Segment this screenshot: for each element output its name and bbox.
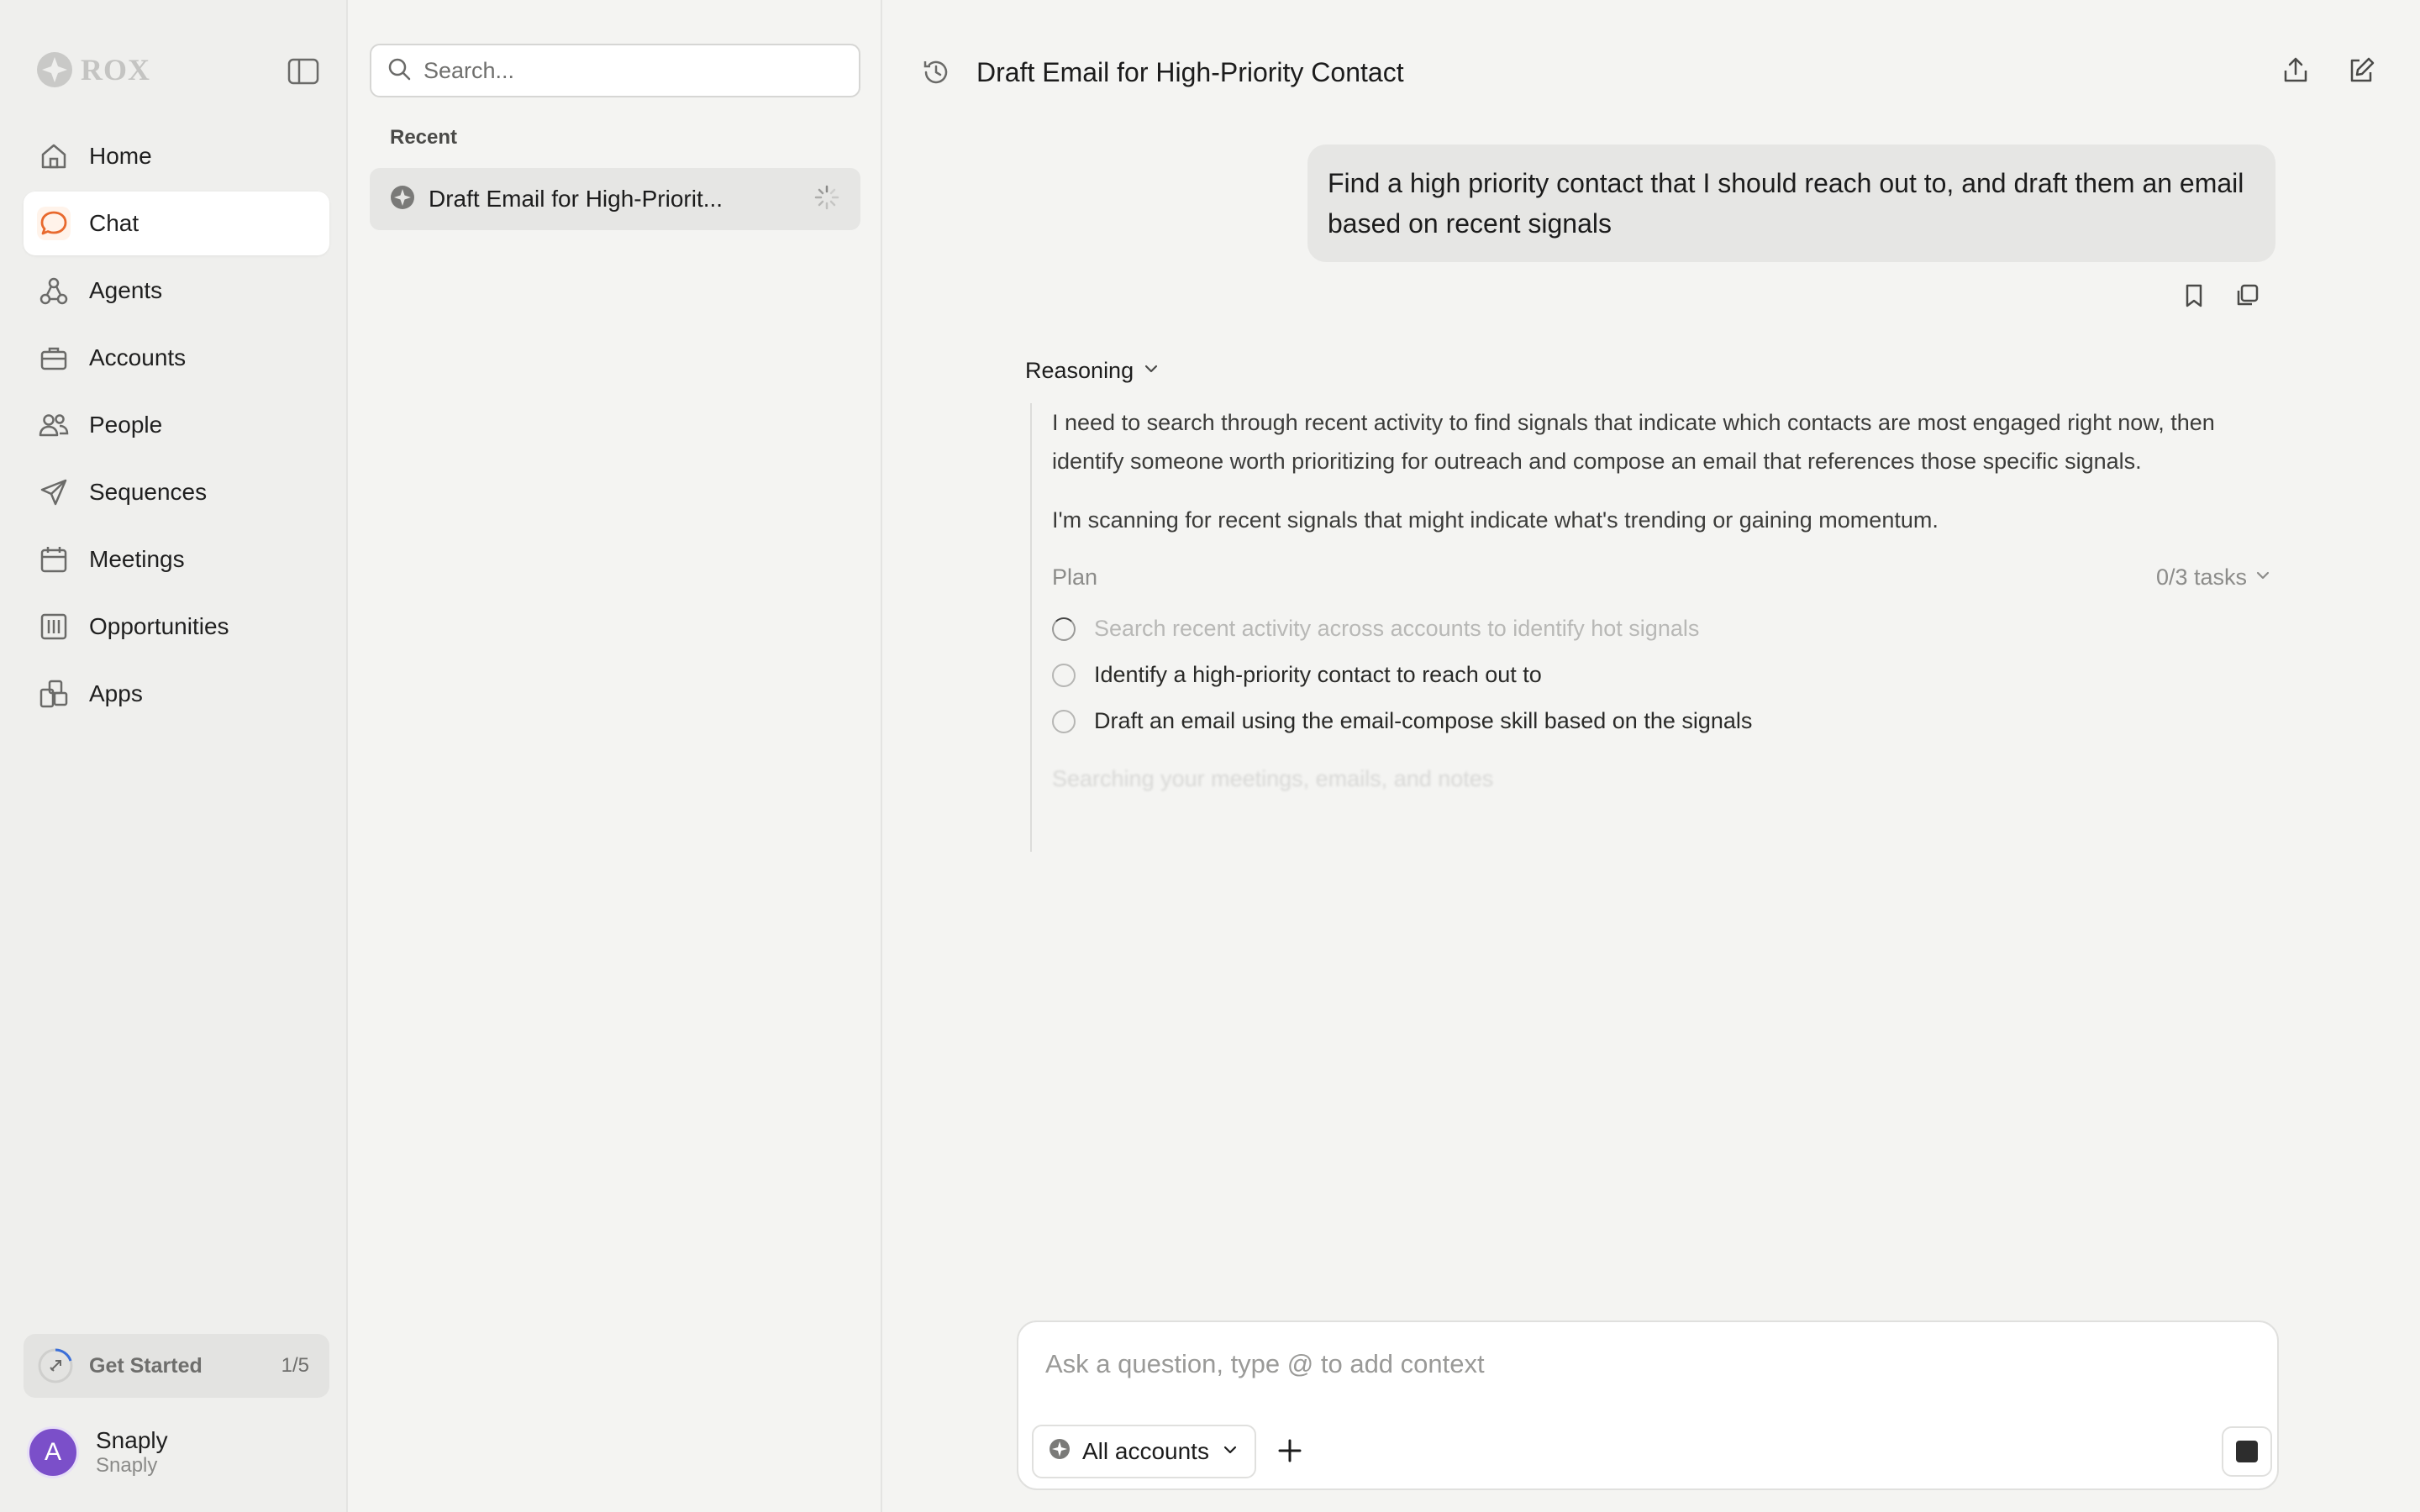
message-composer	[1017, 1320, 2279, 1490]
new-chat-compose-icon[interactable]	[2346, 55, 2376, 90]
nav-item-accounts[interactable]	[24, 326, 329, 390]
columns-icon	[37, 610, 71, 643]
avatar: A	[27, 1426, 79, 1478]
bookmark-icon[interactable]	[2181, 282, 2207, 313]
user-profile[interactable]	[27, 1426, 168, 1478]
nav-item-sequences[interactable]	[24, 460, 329, 524]
task-label: Draft an email using the email-compose skill based on the signals	[1094, 708, 1753, 733]
account-scope-label: All accounts	[1082, 1438, 1209, 1464]
loading-spinner-icon	[813, 184, 840, 215]
reasoning-paragraph: I need to search through recent activity to find signals that indicate which contacts are most engaged right now, then identify someone worth prioritizing for outreach and compose an email that references those specific signals.	[1052, 410, 2215, 474]
nav-label: Apps	[89, 680, 143, 706]
nav-item-home[interactable]	[24, 124, 329, 188]
task-status-spinner-icon	[1052, 617, 1076, 641]
share-icon[interactable]	[2281, 55, 2311, 90]
nav-label: Opportunities	[89, 613, 229, 639]
chat-list-pane	[348, 0, 882, 1512]
home-icon	[37, 139, 71, 173]
nav-item-meetings[interactable]	[24, 528, 329, 591]
reasoning-panel	[1030, 403, 2307, 852]
rox-scope-icon	[1049, 1438, 1071, 1466]
reasoning-label: Reasoning	[1025, 358, 1134, 383]
message-input[interactable]	[1045, 1349, 2238, 1391]
nav-label: Agents	[89, 277, 163, 303]
get-started-button[interactable]	[24, 1334, 329, 1398]
add-context-plus-icon[interactable]	[1276, 1436, 1304, 1469]
nav-label: Accounts	[89, 344, 187, 370]
get-started-count: 1/5	[281, 1354, 309, 1377]
apps-icon	[37, 677, 71, 711]
sidebar	[0, 0, 348, 1512]
user-org: Snaply	[96, 1454, 158, 1477]
plan-task	[1052, 616, 2307, 642]
rocket-progress-icon	[37, 1347, 74, 1384]
nav-item-apps[interactable]	[24, 662, 329, 726]
task-status-circle-icon	[1052, 664, 1076, 687]
people-icon	[37, 408, 71, 442]
recent-heading: Recent	[390, 126, 458, 149]
plan-task-count[interactable]	[2156, 564, 2272, 591]
status-text: Searching your meetings, emails, and notes	[1052, 766, 1494, 791]
stop-generation-button[interactable]	[2222, 1426, 2272, 1477]
nav-label: People	[89, 412, 163, 438]
nav-item-agents[interactable]	[24, 259, 329, 323]
brand-name: ROX	[81, 53, 150, 87]
user-message-bubble: Find a high priority contact that I should reach out to, and draft them an email based on recent signals	[1307, 144, 2275, 262]
brand-logo[interactable]	[37, 52, 150, 87]
search-box[interactable]	[370, 44, 860, 97]
rox-logo-icon	[37, 52, 72, 87]
paper-plane-icon	[37, 475, 71, 509]
task-label: Search recent activity across accounts to identify hot signals	[1094, 616, 1700, 641]
chat-bubble-icon	[37, 207, 71, 240]
search-input[interactable]	[424, 58, 827, 84]
page-title: Draft Email for High-Priority Contact	[976, 57, 1404, 87]
chevron-down-icon	[1142, 358, 1160, 384]
calendar-icon	[37, 543, 71, 576]
nav-label: Meetings	[89, 546, 185, 572]
task-status-circle-icon	[1052, 710, 1076, 733]
plan-task-list	[1052, 616, 2307, 734]
chevron-down-icon	[2254, 564, 2272, 591]
search-icon	[387, 56, 412, 86]
reasoning-toggle[interactable]	[1025, 358, 1160, 384]
plan-task	[1052, 662, 2307, 688]
plan-label: Plan	[1052, 564, 1098, 590]
recent-chat-item[interactable]	[370, 168, 860, 230]
get-started-label: Get Started	[89, 1353, 203, 1378]
copy-icon[interactable]	[2233, 282, 2260, 313]
history-icon[interactable]	[921, 57, 951, 92]
nav-list	[24, 124, 329, 729]
collapse-sidebar-icon[interactable]	[287, 57, 319, 86]
message-actions	[2181, 282, 2260, 313]
agents-icon	[37, 274, 71, 307]
rox-chat-icon	[390, 185, 415, 214]
nav-label: Chat	[89, 210, 139, 236]
nav-item-opportunities[interactable]	[24, 595, 329, 659]
nav-label: Home	[89, 143, 152, 169]
stop-square-icon	[2236, 1441, 2258, 1462]
plan-header	[1052, 564, 2272, 591]
plan-count-text: 0/3 tasks	[2155, 564, 2247, 590]
briefcase-icon	[37, 341, 71, 375]
chat-main	[882, 0, 2420, 1512]
plan-task	[1052, 708, 2307, 734]
nav-item-chat[interactable]	[24, 192, 329, 255]
recent-chat-title: Draft Email for High-Priorit...	[429, 186, 723, 212]
account-scope-select[interactable]	[1032, 1425, 1256, 1478]
nav-label: Sequences	[89, 479, 208, 505]
chevron-down-icon	[1221, 1438, 1239, 1465]
nav-item-people[interactable]	[24, 393, 329, 457]
user-name: Snaply	[96, 1427, 168, 1453]
task-label: Identify a high-priority contact to reach out to	[1094, 662, 1542, 687]
reasoning-paragraph: I'm scanning for recent signals that might indicate what's trending or gaining momentum.	[1052, 507, 1939, 533]
